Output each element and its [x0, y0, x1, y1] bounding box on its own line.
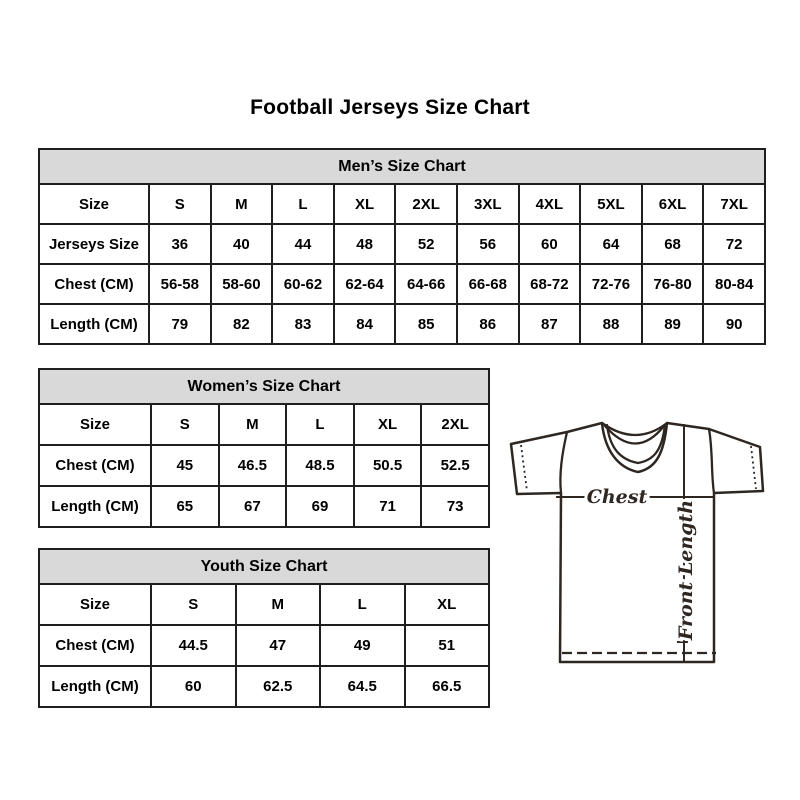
size-cell: S — [151, 404, 219, 445]
size-cell: 66.5 — [405, 666, 490, 707]
mens-size-chart-table — [38, 148, 766, 345]
size-cell: 60 — [519, 224, 581, 264]
size-cell: 72-76 — [580, 264, 642, 304]
size-cell: L — [272, 184, 334, 224]
youth-size-chart-section — [38, 548, 490, 708]
size-cell: 82 — [211, 304, 273, 344]
front-length-label: Front Length — [675, 499, 697, 641]
size-cell: 36 — [149, 224, 211, 264]
size-cell: 52.5 — [421, 445, 489, 486]
size-cell: 48 — [334, 224, 396, 264]
size-cell: 89 — [642, 304, 704, 344]
size-cell: 44 — [272, 224, 334, 264]
row-label: Jerseys Size — [39, 224, 149, 264]
table-row — [39, 445, 489, 486]
table-row — [39, 404, 489, 445]
table-row — [39, 666, 489, 707]
row-label: Chest (CM) — [39, 264, 149, 304]
size-cell: 46.5 — [219, 445, 287, 486]
page-title: Football Jerseys Size Chart — [250, 96, 530, 119]
size-cell: 7XL — [703, 184, 765, 224]
jersey-outline-illustration — [505, 412, 771, 672]
size-cell: 56-58 — [149, 264, 211, 304]
size-cell: 68-72 — [519, 264, 581, 304]
size-cell: 88 — [580, 304, 642, 344]
chest-label: Chest — [586, 486, 648, 508]
size-cell: S — [149, 184, 211, 224]
table-row — [39, 486, 489, 527]
table-title: Men’s Size Chart — [39, 149, 765, 184]
table-row — [39, 584, 489, 625]
size-cell: 44.5 — [151, 625, 236, 666]
size-cell: 60-62 — [272, 264, 334, 304]
size-cell: L — [320, 584, 405, 625]
size-cell: 76-80 — [642, 264, 704, 304]
table-row — [39, 264, 765, 304]
size-cell: 67 — [219, 486, 287, 527]
table-title: Women’s Size Chart — [39, 369, 489, 404]
size-cell: 64 — [580, 224, 642, 264]
size-cell: 85 — [395, 304, 457, 344]
size-cell: M — [236, 584, 321, 625]
womens-size-chart-table — [38, 368, 490, 528]
size-cell: L — [286, 404, 354, 445]
size-cell: 52 — [395, 224, 457, 264]
size-cell: 60 — [151, 666, 236, 707]
row-label: Length (CM) — [39, 486, 151, 527]
jersey-measurement-diagram — [505, 412, 771, 672]
size-cell: 65 — [151, 486, 219, 527]
size-cell: 49 — [320, 625, 405, 666]
size-cell: 90 — [703, 304, 765, 344]
table-row — [39, 304, 765, 344]
size-cell: 86 — [457, 304, 519, 344]
table-row — [39, 224, 765, 264]
size-cell: 40 — [211, 224, 273, 264]
size-cell: M — [219, 404, 287, 445]
row-label: Size — [39, 404, 151, 445]
table-header-row — [39, 549, 489, 584]
size-cell: XL — [334, 184, 396, 224]
size-cell: XL — [354, 404, 422, 445]
size-cell: 71 — [354, 486, 422, 527]
size-cell: 50.5 — [354, 445, 422, 486]
size-cell: 5XL — [580, 184, 642, 224]
size-cell: 73 — [421, 486, 489, 527]
shirt-body-outline — [511, 423, 763, 662]
table-row — [39, 625, 489, 666]
size-cell: M — [211, 184, 273, 224]
row-label: Length (CM) — [39, 304, 149, 344]
womens-size-chart-section — [38, 368, 490, 528]
row-label: Size — [39, 184, 149, 224]
size-cell: 80-84 — [703, 264, 765, 304]
size-cell: 68 — [642, 224, 704, 264]
size-cell: 62.5 — [236, 666, 321, 707]
size-cell: 84 — [334, 304, 396, 344]
size-cell: 2XL — [421, 404, 489, 445]
table-header-row — [39, 369, 489, 404]
row-label: Chest (CM) — [39, 625, 151, 666]
youth-size-chart-table — [38, 548, 490, 708]
size-cell: 4XL — [519, 184, 581, 224]
size-cell: 87 — [519, 304, 581, 344]
size-cell: 64.5 — [320, 666, 405, 707]
size-cell: 69 — [286, 486, 354, 527]
size-cell: XL — [405, 584, 490, 625]
size-cell: 2XL — [395, 184, 457, 224]
row-label: Length (CM) — [39, 666, 151, 707]
size-cell: 3XL — [457, 184, 519, 224]
size-cell: 51 — [405, 625, 490, 666]
size-cell: 64-66 — [395, 264, 457, 304]
table-row — [39, 184, 765, 224]
size-cell: 62-64 — [334, 264, 396, 304]
size-cell: 66-68 — [457, 264, 519, 304]
size-cell: 48.5 — [286, 445, 354, 486]
table-title: Youth Size Chart — [39, 549, 489, 584]
size-cell: 45 — [151, 445, 219, 486]
row-label: Chest (CM) — [39, 445, 151, 486]
size-cell: 56 — [457, 224, 519, 264]
size-cell: 58-60 — [211, 264, 273, 304]
size-cell: 6XL — [642, 184, 704, 224]
size-cell: 79 — [149, 304, 211, 344]
size-cell: S — [151, 584, 236, 625]
row-label: Size — [39, 584, 151, 625]
mens-size-chart-section — [38, 148, 766, 345]
size-cell: 72 — [703, 224, 765, 264]
table-header-row — [39, 149, 765, 184]
size-cell: 47 — [236, 625, 321, 666]
size-cell: 83 — [272, 304, 334, 344]
